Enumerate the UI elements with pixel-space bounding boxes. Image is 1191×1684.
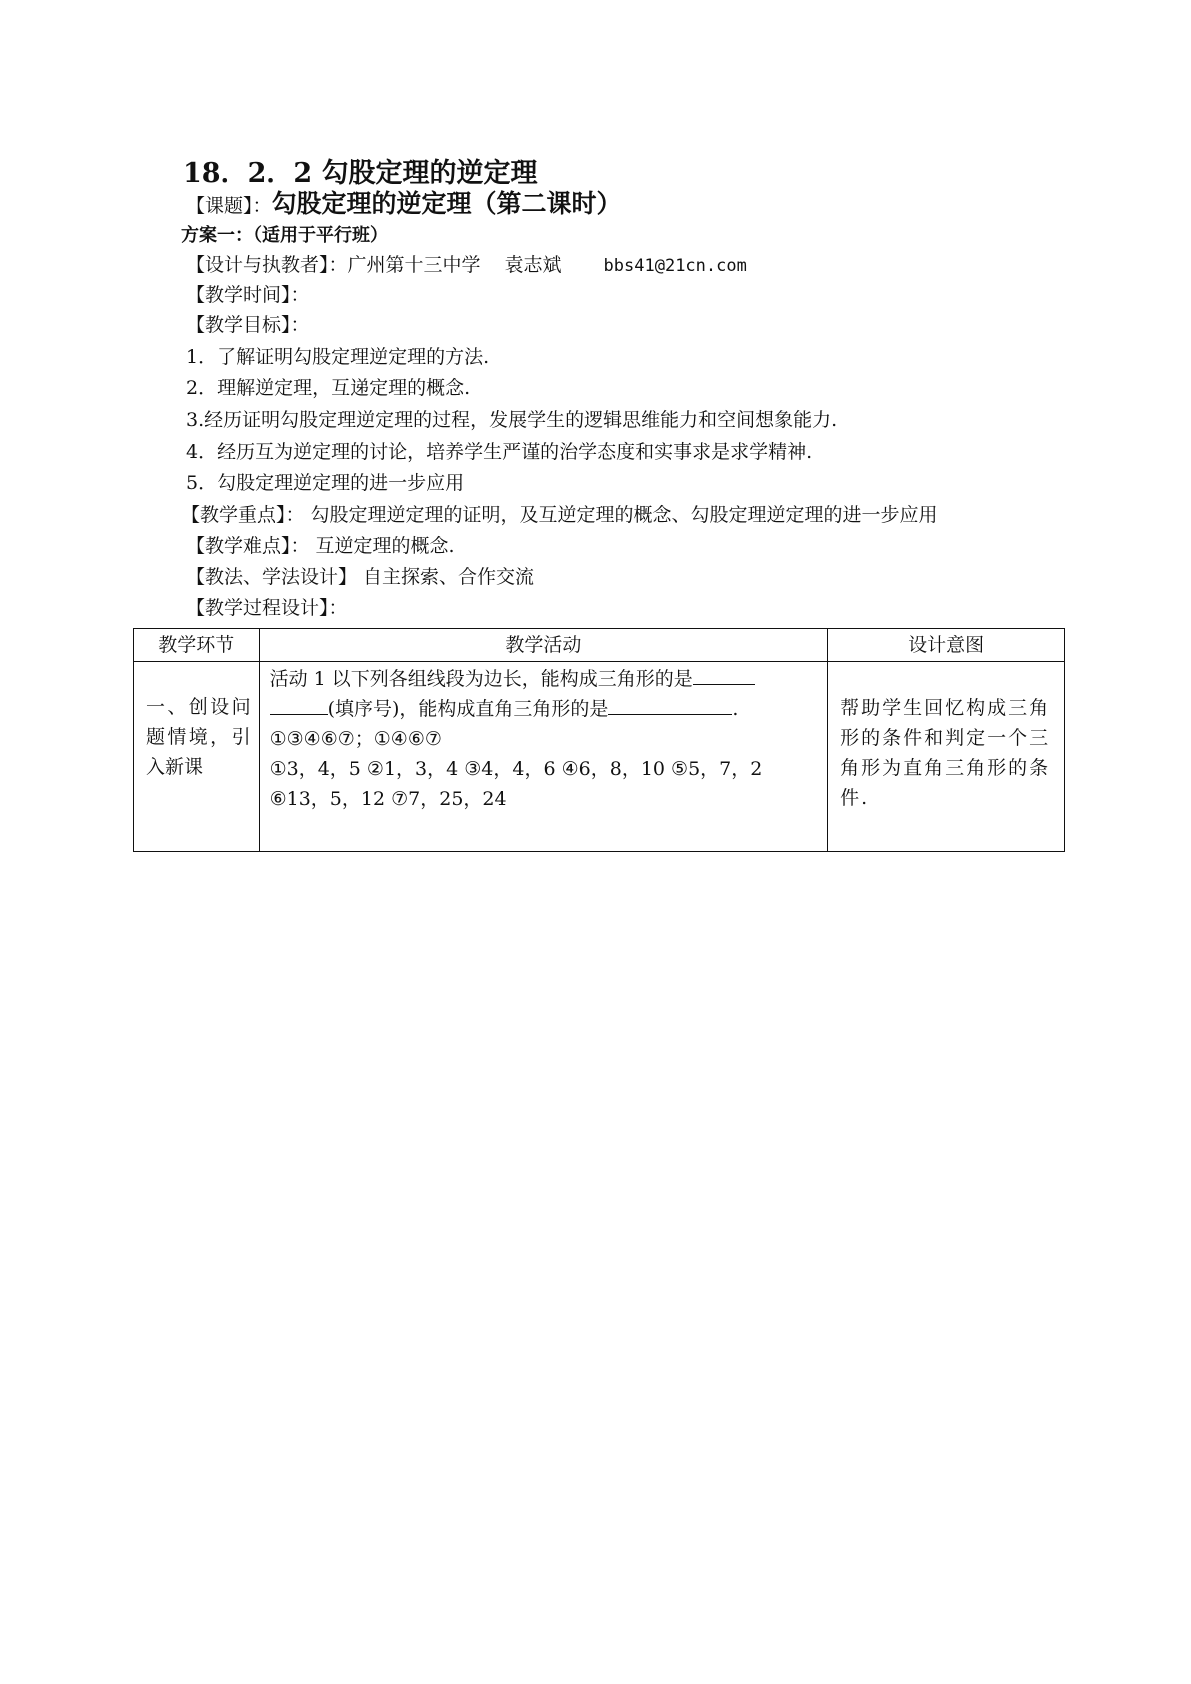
method: 【教法、学法设计】 自主探索、合作交流 [186, 566, 535, 588]
topic-line [186, 189, 622, 218]
topic-label: 【课题】： [186, 195, 272, 217]
designer-name: 袁志斌 [504, 254, 562, 276]
document-title: 18．2．2 勾股定理的逆定理 [183, 158, 538, 189]
activity-line-1 [270, 664, 820, 694]
plan-line: 方案一：（适用于平行班） [181, 225, 388, 246]
table-row [134, 662, 1065, 852]
goal-item: 1．了解证明勾股定理逆定理的方法. [186, 346, 490, 368]
activity-prompt: 活动 1 以下列各组线段为边长，能构成三角形的是 [269, 668, 693, 690]
table-header-row [134, 629, 1065, 662]
difficulty: 【教学难点】： 互逆定理的概念. [186, 535, 455, 557]
designer-email: bbs41@21cn.com [603, 256, 747, 276]
goal-item: 3.经历证明勾股定理逆定理的过程，发展学生的逻辑思维能力和空间想象能力. [186, 409, 838, 431]
options-line-2: ⑥13，5，12 ⑦7，25，24 [269, 788, 507, 810]
answer-blank-2 [608, 694, 732, 715]
stage-cell: 一、创设问题情境，引入新课 [134, 662, 260, 852]
intent-cell: 帮助学生回忆构成三角形的条件和判定一个三角形为直角三角形的条件. [828, 662, 1065, 852]
activity-prompt-2: (填序号)，能构成直角三角形的是 [327, 698, 609, 720]
header-intent: 设计意图 [828, 629, 1065, 662]
goal-item: 5．勾股定理逆定理的进一步应用 [186, 472, 465, 494]
activity-cell [259, 662, 828, 852]
process-label: 【教学过程设计】： [186, 597, 348, 619]
designer-line [186, 253, 747, 278]
key-points: 【教学重点】： 勾股定理逆定理的证明，及互逆定理的概念、勾股定理逆定理的进一步应用 [181, 504, 938, 526]
designer-label: 【设计与执教者】： [186, 254, 348, 276]
answers-line: ①③④⑥⑦；①④⑥⑦ [269, 728, 442, 750]
goal-item: 4．经历互为逆定理的讨论，培养学生严谨的治学态度和实事求是求学精神. [186, 441, 813, 463]
topic-text: 勾股定理的逆定理（第二课时） [271, 189, 622, 218]
answer-blank-1-cont [270, 694, 328, 715]
time-label: 【教学时间】： [186, 284, 310, 306]
header-stage: 教学环节 [134, 629, 260, 662]
designer-school: 广州第十三中学 [347, 254, 481, 276]
options-line-1: ①3，4，5 ②1，3，4 ③4，4，6 ④6，8，10 ⑤5，7，2 [269, 758, 763, 780]
goals-label: 【教学目标】： [186, 314, 310, 336]
teaching-process-table [133, 628, 1065, 852]
answer-blank-1 [693, 664, 755, 685]
goal-item: 2．理解逆定理，互递定理的概念. [186, 377, 471, 399]
activity-line-2: (填序号)，能构成直角三角形的是 . [270, 694, 820, 724]
header-activity: 教学活动 [259, 629, 828, 662]
